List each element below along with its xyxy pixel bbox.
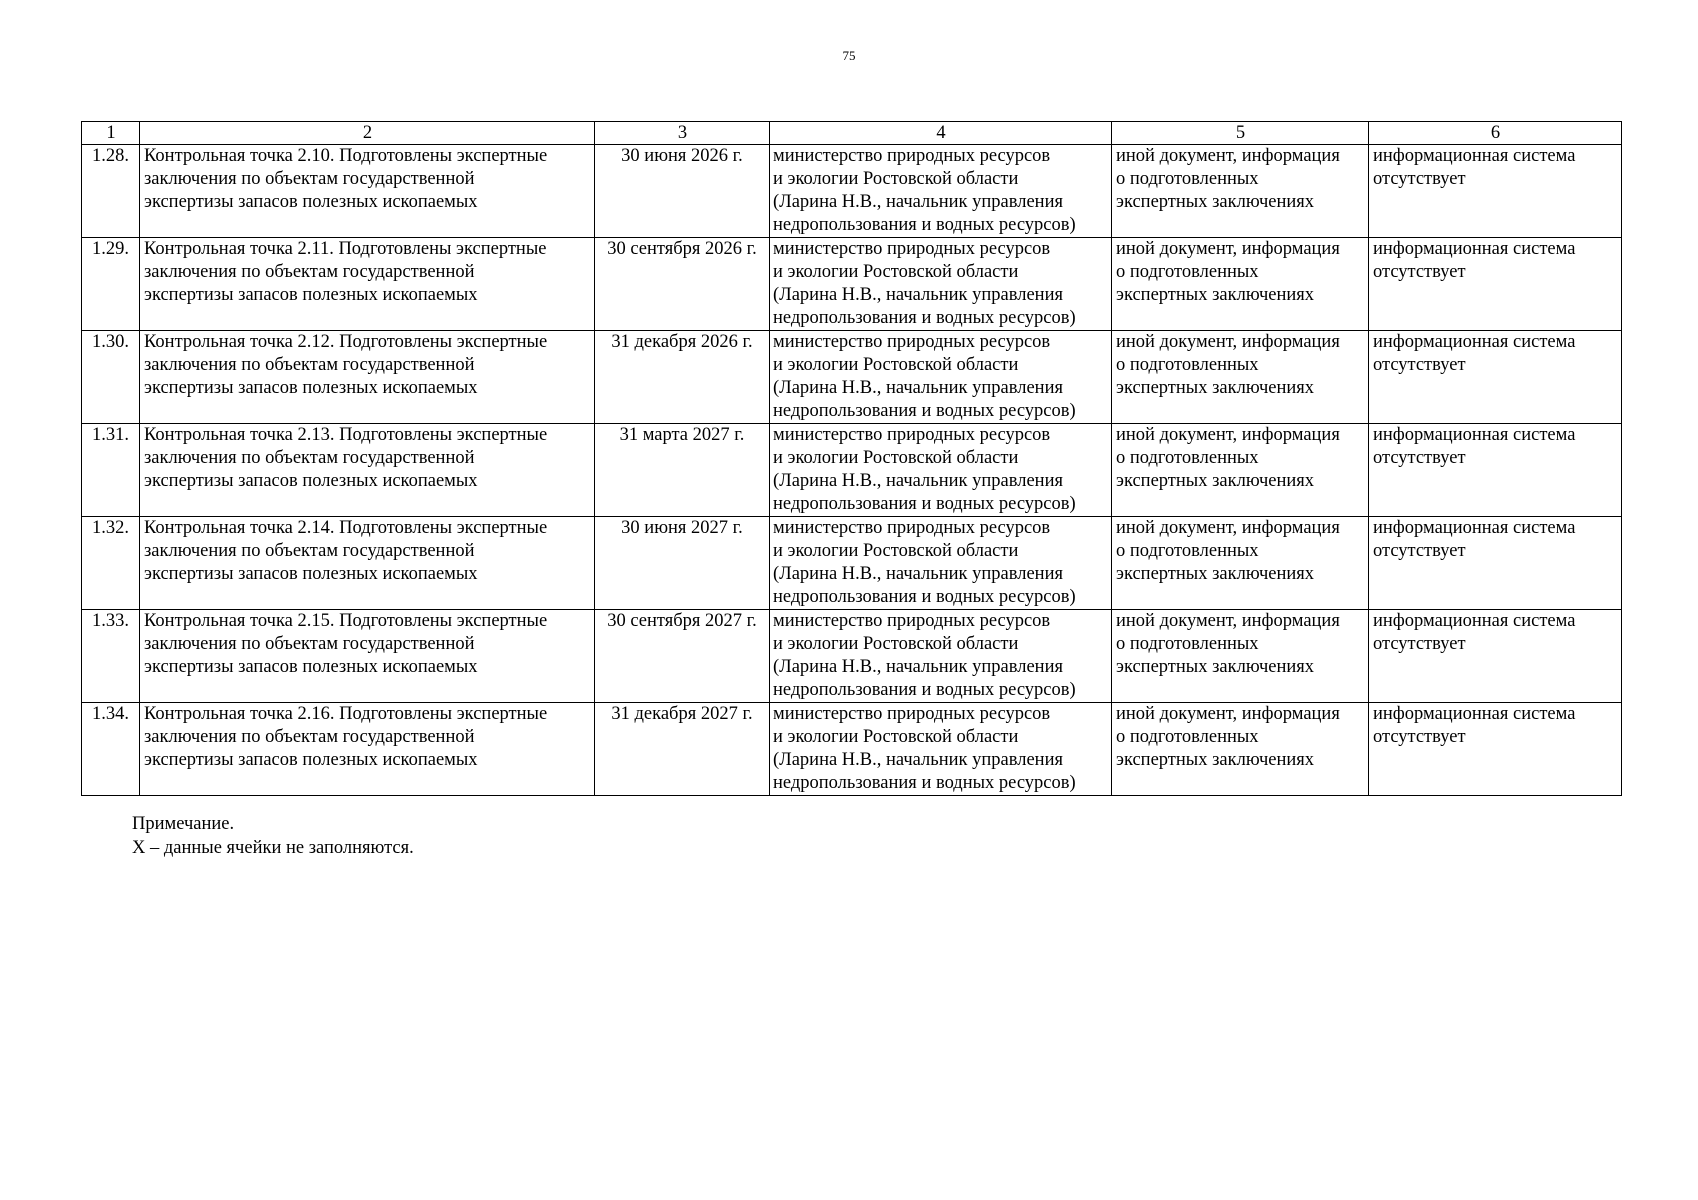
column-header: 4 xyxy=(770,122,1112,145)
column-header: 1 xyxy=(82,122,140,145)
responsible-line: и экологии Ростовской области xyxy=(773,262,1019,282)
document-cell xyxy=(1112,145,1369,238)
document-line: экспертных заключениях xyxy=(1116,750,1315,770)
responsible-line: недропользования и водных ресурсов) xyxy=(773,401,1076,421)
column-header: 6 xyxy=(1369,122,1622,145)
table-row xyxy=(82,517,1622,610)
responsible-cell xyxy=(770,238,1112,331)
document-line: иной документ, информация xyxy=(1116,239,1340,259)
responsible-line: (Ларина Н.В., начальник управления xyxy=(773,657,1063,677)
table-row xyxy=(82,610,1622,703)
date-cell: 31 декабря 2026 г. xyxy=(595,331,770,424)
responsible-line: (Ларина Н.В., начальник управления xyxy=(773,285,1063,305)
note xyxy=(132,812,414,860)
event-line: Контрольная точка 2.13. Подготовлены экспертные xyxy=(144,425,548,445)
responsible-line: и экологии Ростовской области xyxy=(773,355,1019,375)
event-line: заключения по объектам государственной xyxy=(144,169,475,189)
document-line: иной документ, информация xyxy=(1116,146,1340,166)
event-cell xyxy=(140,703,595,796)
table-row xyxy=(82,703,1622,796)
row-number-cell: 1.29. xyxy=(82,238,140,331)
document-line: о подготовленных xyxy=(1116,634,1259,654)
system-line: отсутствует xyxy=(1373,262,1466,282)
responsible-line: министерство природных ресурсов xyxy=(773,704,1051,724)
document-line: о подготовленных xyxy=(1116,541,1259,561)
system-line: отсутствует xyxy=(1373,541,1466,561)
note-text: Х – данные ячейки не заполняются. xyxy=(132,838,414,858)
responsible-line: министерство природных ресурсов xyxy=(773,425,1051,445)
responsible-cell xyxy=(770,610,1112,703)
system-line: информационная система xyxy=(1373,425,1576,445)
event-cell xyxy=(140,517,595,610)
responsible-line: (Ларина Н.В., начальник управления xyxy=(773,192,1063,212)
responsible-line: недропользования и водных ресурсов) xyxy=(773,215,1076,235)
responsible-cell xyxy=(770,331,1112,424)
document-line: о подготовленных xyxy=(1116,262,1259,282)
document-line: иной документ, информация xyxy=(1116,704,1340,724)
document-cell xyxy=(1112,424,1369,517)
document-line: экспертных заключениях xyxy=(1116,378,1315,398)
responsible-line: министерство природных ресурсов xyxy=(773,332,1051,352)
system-cell xyxy=(1369,703,1622,796)
system-cell xyxy=(1369,610,1622,703)
document-line: экспертных заключениях xyxy=(1116,471,1315,491)
responsible-line: (Ларина Н.В., начальник управления xyxy=(773,378,1063,398)
table-header-row xyxy=(82,122,1622,145)
system-cell xyxy=(1369,331,1622,424)
event-line: заключения по объектам государственной xyxy=(144,262,475,282)
event-line: Контрольная точка 2.14. Подготовлены экспертные xyxy=(144,518,548,538)
responsible-line: недропользования и водных ресурсов) xyxy=(773,308,1076,328)
event-cell xyxy=(140,145,595,238)
document-line: экспертных заключениях xyxy=(1116,657,1315,677)
table-row xyxy=(82,424,1622,517)
document-cell xyxy=(1112,331,1369,424)
responsible-line: (Ларина Н.В., начальник управления xyxy=(773,564,1063,584)
responsible-line: и экологии Ростовской области xyxy=(773,169,1019,189)
event-cell xyxy=(140,238,595,331)
document-line: иной документ, информация xyxy=(1116,611,1340,631)
responsible-cell xyxy=(770,145,1112,238)
responsible-line: и экологии Ростовской области xyxy=(773,448,1019,468)
date-cell: 30 июня 2026 г. xyxy=(595,145,770,238)
responsible-line: министерство природных ресурсов xyxy=(773,146,1051,166)
row-number-cell: 1.33. xyxy=(82,610,140,703)
document-cell xyxy=(1112,238,1369,331)
responsible-line: (Ларина Н.В., начальник управления xyxy=(773,471,1063,491)
event-line: заключения по объектам государственной xyxy=(144,541,475,561)
row-number-cell: 1.30. xyxy=(82,331,140,424)
system-line: информационная система xyxy=(1373,704,1576,724)
responsible-line: и экологии Ростовской области xyxy=(773,727,1019,747)
responsible-line: (Ларина Н.В., начальник управления xyxy=(773,750,1063,770)
row-number-cell: 1.34. xyxy=(82,703,140,796)
event-line: экспертизы запасов полезных ископаемых xyxy=(144,564,478,584)
responsible-cell xyxy=(770,517,1112,610)
date-cell: 31 марта 2027 г. xyxy=(595,424,770,517)
event-line: Контрольная точка 2.16. Подготовлены экспертные xyxy=(144,704,548,724)
responsible-line: министерство природных ресурсов xyxy=(773,611,1051,631)
system-line: информационная система xyxy=(1373,518,1576,538)
responsible-line: и экологии Ростовской области xyxy=(773,541,1019,561)
document-cell xyxy=(1112,703,1369,796)
system-line: информационная система xyxy=(1373,611,1576,631)
document-line: о подготовленных xyxy=(1116,169,1259,189)
system-cell xyxy=(1369,238,1622,331)
date-cell: 31 декабря 2027 г. xyxy=(595,703,770,796)
system-line: отсутствует xyxy=(1373,634,1466,654)
event-line: экспертизы запасов полезных ископаемых xyxy=(144,285,478,305)
table-row xyxy=(82,145,1622,238)
event-cell xyxy=(140,610,595,703)
date-cell: 30 сентября 2026 г. xyxy=(595,238,770,331)
system-line: отсутствует xyxy=(1373,169,1466,189)
row-number-cell: 1.28. xyxy=(82,145,140,238)
responsible-line: и экологии Ростовской области xyxy=(773,634,1019,654)
system-line: информационная система xyxy=(1373,239,1576,259)
system-cell xyxy=(1369,424,1622,517)
document-cell xyxy=(1112,610,1369,703)
event-line: заключения по объектам государственной xyxy=(144,355,475,375)
system-line: отсутствует xyxy=(1373,727,1466,747)
system-line: информационная система xyxy=(1373,146,1576,166)
responsible-line: недропользования и водных ресурсов) xyxy=(773,680,1076,700)
system-cell xyxy=(1369,517,1622,610)
document-line: экспертных заключениях xyxy=(1116,192,1315,212)
system-cell xyxy=(1369,145,1622,238)
event-line: Контрольная точка 2.15. Подготовлены экспертные xyxy=(144,611,548,631)
responsible-cell xyxy=(770,424,1112,517)
event-line: экспертизы запасов полезных ископаемых xyxy=(144,471,478,491)
event-line: экспертизы запасов полезных ископаемых xyxy=(144,378,478,398)
document-line: о подготовленных xyxy=(1116,448,1259,468)
document-cell xyxy=(1112,517,1369,610)
row-number-cell: 1.31. xyxy=(82,424,140,517)
system-line: отсутствует xyxy=(1373,448,1466,468)
responsible-cell xyxy=(770,703,1112,796)
event-line: Контрольная точка 2.12. Подготовлены экспертные xyxy=(144,332,548,352)
table-row xyxy=(82,331,1622,424)
responsible-line: министерство природных ресурсов xyxy=(773,239,1051,259)
event-line: заключения по объектам государственной xyxy=(144,634,475,654)
event-line: заключения по объектам государственной xyxy=(144,448,475,468)
page-number: 75 xyxy=(842,48,856,63)
responsible-line: недропользования и водных ресурсов) xyxy=(773,773,1076,793)
system-line: отсутствует xyxy=(1373,355,1466,375)
control-points-table xyxy=(81,121,1622,796)
column-header: 3 xyxy=(595,122,770,145)
document-line: экспертных заключениях xyxy=(1116,285,1315,305)
event-cell xyxy=(140,424,595,517)
table-row xyxy=(82,238,1622,331)
document-line: иной документ, информация xyxy=(1116,332,1340,352)
system-line: информационная система xyxy=(1373,332,1576,352)
event-line: Контрольная точка 2.10. Подготовлены экспертные xyxy=(144,146,548,166)
event-cell xyxy=(140,331,595,424)
responsible-line: недропользования и водных ресурсов) xyxy=(773,494,1076,514)
date-cell: 30 сентября 2027 г. xyxy=(595,610,770,703)
column-header: 5 xyxy=(1112,122,1369,145)
responsible-line: министерство природных ресурсов xyxy=(773,518,1051,538)
document-line: иной документ, информация xyxy=(1116,518,1340,538)
date-cell: 30 июня 2027 г. xyxy=(595,517,770,610)
event-line: экспертизы запасов полезных ископаемых xyxy=(144,192,478,212)
event-line: заключения по объектам государственной xyxy=(144,727,475,747)
document-line: о подготовленных xyxy=(1116,727,1259,747)
document-line: иной документ, информация xyxy=(1116,425,1340,445)
event-line: экспертизы запасов полезных ископаемых xyxy=(144,750,478,770)
row-number-cell: 1.32. xyxy=(82,517,140,610)
note-title: Примечание. xyxy=(132,814,235,834)
event-line: Контрольная точка 2.11. Подготовлены экспертные xyxy=(144,239,547,259)
responsible-line: недропользования и водных ресурсов) xyxy=(773,587,1076,607)
column-header: 2 xyxy=(140,122,595,145)
document-line: о подготовленных xyxy=(1116,355,1259,375)
event-line: экспертизы запасов полезных ископаемых xyxy=(144,657,478,677)
document-line: экспертных заключениях xyxy=(1116,564,1315,584)
